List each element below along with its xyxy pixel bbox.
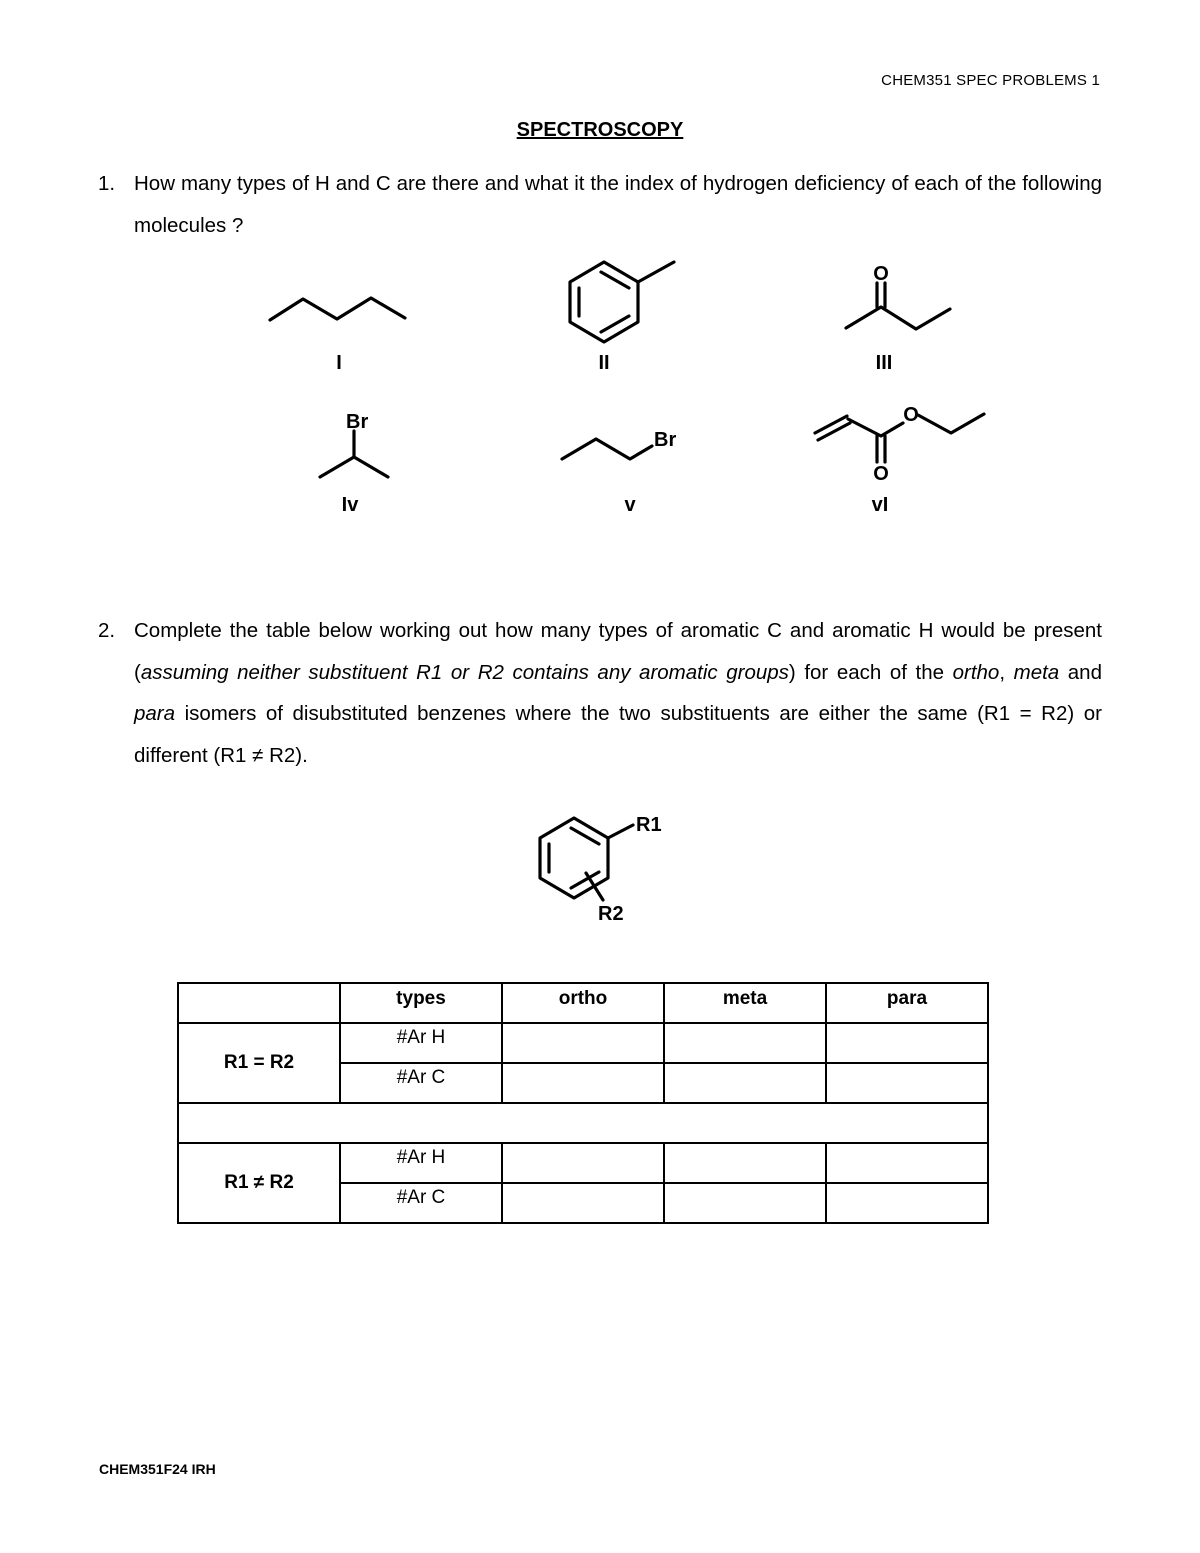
type-cell: #Ar C	[340, 1063, 502, 1103]
question-2-meta: meta	[1013, 660, 1060, 684]
answer-cell-meta[interactable]	[664, 1063, 826, 1103]
molecule-label-ii: II	[598, 352, 610, 374]
molecule-iii-skeleton	[846, 283, 950, 329]
question-1-text: How many types of H and C are there and what it the index of hydrogen deficiency of each of the following molecules ?	[134, 172, 1102, 237]
molecule-v-bromine: Br	[654, 429, 677, 451]
type-cell: #Ar H	[340, 1143, 502, 1183]
substituent-r1-label: R1	[636, 814, 662, 836]
molecule-iv-skeleton	[320, 431, 388, 477]
question-2-para: para	[134, 702, 176, 725]
table-row	[178, 1143, 988, 1183]
group-label-same: R1 = R2	[178, 1023, 340, 1103]
running-header: CHEM351 SPEC PROBLEMS 1	[881, 72, 1100, 89]
page-title-text: SPECTROSCOPY	[516, 119, 684, 141]
answer-cell-meta[interactable]	[664, 1183, 826, 1223]
answer-cell-para[interactable]	[826, 1183, 988, 1223]
answer-cell-ortho[interactable]	[502, 1143, 664, 1183]
molecule-iii-oxygen: O	[873, 263, 889, 285]
molecule-i-skeleton	[270, 298, 405, 320]
question-2-text-b: ) for each of the	[788, 660, 953, 684]
molecule-label-i: I	[336, 352, 342, 374]
spacer-cell	[178, 1103, 988, 1143]
answer-cell-para[interactable]	[826, 1063, 988, 1103]
question-2-text	[134, 610, 1102, 776]
table-header-row	[178, 983, 988, 1023]
answer-cell-para[interactable]	[826, 1023, 988, 1063]
question-2-number: 2.	[98, 619, 116, 642]
molecule-label-iii: III	[875, 352, 893, 374]
question-2-assumption: assuming neither substituent R1 or R2 contains any aromatic groups	[140, 660, 789, 684]
table-row	[178, 1023, 988, 1063]
group-label-different: R1 ≠ R2	[178, 1143, 340, 1223]
molecule-v-skeleton	[562, 439, 652, 459]
substituent-r2-label: R2	[598, 903, 624, 925]
molecule-ii-skeleton	[570, 262, 674, 342]
header-cell-empty	[178, 983, 340, 1023]
answer-cell-ortho[interactable]	[502, 1063, 664, 1103]
disubstituted-benzene-skeleton	[540, 818, 633, 900]
type-cell: #Ar H	[340, 1023, 502, 1063]
question-2-text-c: isomers of disubstituted benzenes where the two substituents are either the same (R1 = R2) or different (R1 ≠ R2).	[134, 702, 1102, 767]
molecule-iv-bromine: Br	[346, 411, 369, 433]
answer-table	[177, 982, 989, 1224]
answer-cell-meta[interactable]	[664, 1023, 826, 1063]
molecule-label-iv: Iv	[341, 494, 359, 516]
answer-cell-meta[interactable]	[664, 1143, 826, 1183]
header-cell-para: para	[826, 983, 988, 1023]
molecule-label-v: v	[624, 494, 636, 516]
question-2-sep2: and	[1059, 660, 1102, 684]
question-1-number: 1.	[98, 172, 116, 195]
molecule-vi-carbonyl-oxygen: O	[873, 463, 889, 485]
type-cell: #Ar C	[340, 1183, 502, 1223]
header-cell-types: types	[340, 983, 502, 1023]
molecule-label-vi: vI	[871, 494, 889, 516]
page-footer: CHEM351F24 IRH	[99, 1461, 216, 1477]
molecule-vi-ester-oxygen: O	[903, 404, 919, 426]
molecule-vi-skeleton	[815, 414, 984, 462]
table-spacer-row	[178, 1103, 988, 1143]
question-2-sep1: ,	[999, 660, 1014, 684]
answer-cell-ortho[interactable]	[502, 1023, 664, 1063]
question-2-ortho: ortho	[952, 660, 1000, 684]
answer-cell-para[interactable]	[826, 1143, 988, 1183]
answer-cell-ortho[interactable]	[502, 1183, 664, 1223]
header-cell-meta: meta	[664, 983, 826, 1023]
question-2-text-a: Complete the table below working out how many types of aromatic C and aromatic H would be present (	[134, 619, 1102, 684]
header-cell-ortho: ortho	[502, 983, 664, 1023]
